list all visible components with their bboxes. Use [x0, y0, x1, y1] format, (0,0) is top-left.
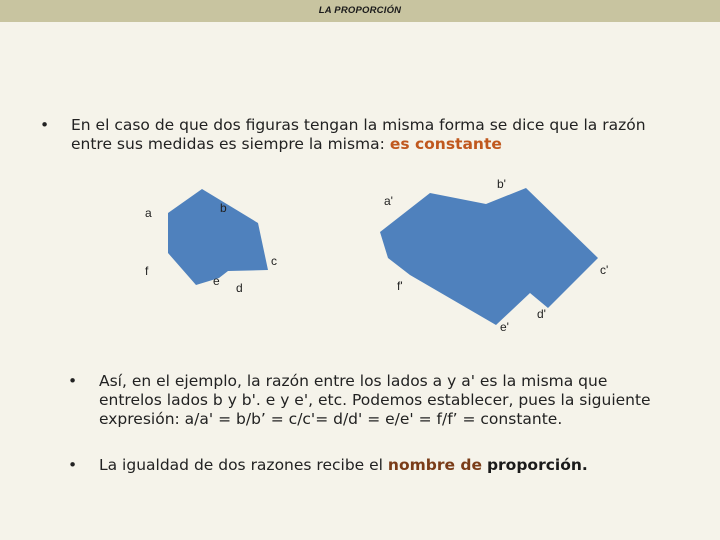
label-small-a: a [145, 206, 152, 220]
bullet-definition-text [99, 456, 669, 475]
definition-bold-1: nombre de [387, 456, 482, 474]
label-small-d: d [236, 281, 243, 295]
label-small-e: e [213, 274, 220, 288]
bullet-example-text: Así, en el ejemplo, la razón entre los lados a y a' es la misma que entrelos lados b y b'. e y e', etc. Podemos establecer, pues la siguiente expresión: a/a' = b/b’ = c/c'= d/d' = e/e' = f/f’ = constante. [99, 372, 651, 428]
label-small-b: b [220, 201, 227, 215]
bullet-dot: • [68, 372, 78, 390]
label-large-b: b' [497, 177, 506, 191]
bullet-dot: • [40, 116, 50, 134]
small-polygon [168, 189, 268, 285]
label-small-f: f [145, 264, 149, 278]
bullet-intro-text: En el caso de que dos figuras tengan la misma forma se dice que la razón entre sus medidas es siempre la misma: [71, 116, 646, 153]
label-large-d: d' [537, 307, 546, 321]
label-large-f: f' [397, 279, 403, 293]
label-large-e: e' [500, 320, 509, 334]
definition-text-before: La igualdad de dos razones recibe el [99, 456, 383, 474]
large-polygon [380, 188, 598, 325]
label-large-c: c' [600, 263, 609, 277]
page-title: LA PROPORCIÓN [318, 5, 402, 16]
label-small-c: c [271, 254, 277, 268]
bullet-dot: • [68, 456, 78, 474]
label-large-a: a' [384, 194, 393, 208]
bullet-intro-highlight: es constante [389, 135, 502, 153]
definition-bold-2: proporción. [486, 456, 588, 474]
